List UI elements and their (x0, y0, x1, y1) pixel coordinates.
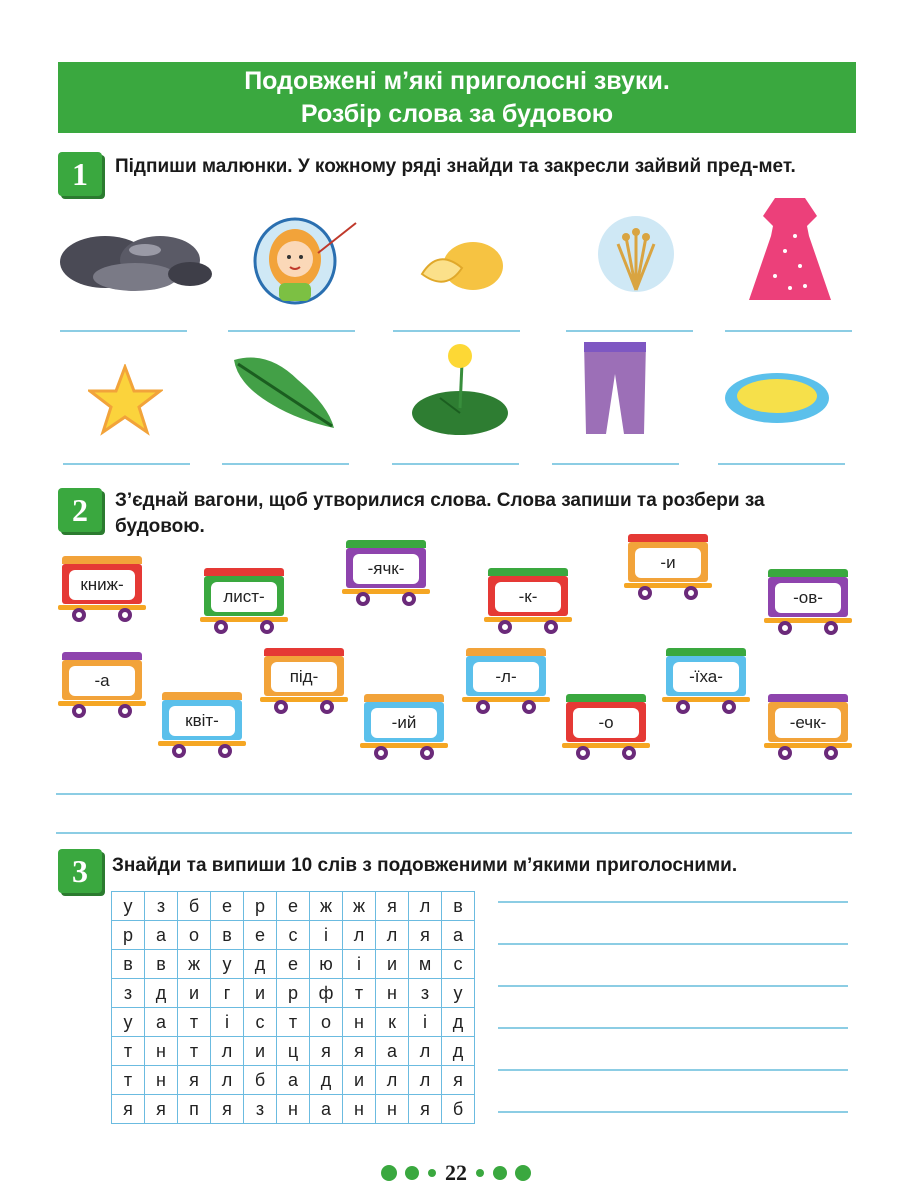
answer-line[interactable] (566, 330, 693, 332)
wagon[interactable] (62, 652, 142, 722)
wagon-wheel (260, 620, 274, 634)
grid-cell[interactable]: а (145, 921, 178, 950)
grid-cell[interactable]: я (343, 1037, 376, 1066)
grid-row (112, 1066, 475, 1095)
wagon-label: -ов- (775, 583, 841, 613)
grid-cell[interactable]: к (376, 1008, 409, 1037)
wagon-label: -а (69, 666, 135, 696)
grid-cell[interactable]: я (145, 1095, 178, 1124)
wagon-label: лист- (211, 582, 277, 612)
trousers-picture (580, 338, 650, 440)
wagon-wheel (638, 586, 652, 600)
wagon-base (562, 743, 650, 748)
wagon-label: -ячк- (353, 554, 419, 584)
answer-line[interactable] (498, 1027, 848, 1029)
grid-cell[interactable]: і (211, 1008, 244, 1037)
wagon-wheel (218, 744, 232, 758)
answer-line[interactable] (498, 1069, 848, 1071)
grid-cell[interactable]: е (277, 892, 310, 921)
decorative-dot (428, 1169, 436, 1177)
grid-cell[interactable]: ж (178, 950, 211, 979)
grid-row (112, 892, 475, 921)
grid-cell[interactable]: у (211, 950, 244, 979)
answer-line[interactable] (392, 463, 519, 465)
wagon-base (484, 617, 572, 622)
task-3-instruction: Знайди та випиши 10 слів з подовженими м’якими приголосними. (112, 855, 738, 876)
grid-cell[interactable]: н (277, 1095, 310, 1124)
grid-cell[interactable]: л (409, 892, 442, 921)
grid-cell[interactable]: и (178, 979, 211, 1008)
wagon-roof (466, 648, 546, 656)
wagon-wheel (320, 700, 334, 714)
grid-cell[interactable]: и (376, 950, 409, 979)
grid-cell[interactable]: н (376, 1095, 409, 1124)
answer-line[interactable] (228, 330, 355, 332)
wagon-wheel (72, 704, 86, 718)
grid-cell[interactable]: л (376, 1066, 409, 1095)
grid-cell[interactable]: е (244, 921, 277, 950)
wagon-wheel (374, 746, 388, 760)
grid-cell[interactable]: в (211, 921, 244, 950)
task-2-number-badge: 2 (58, 488, 102, 532)
wagon-roof (768, 569, 848, 577)
grid-cell[interactable]: а (376, 1037, 409, 1066)
wagon-roof (666, 648, 746, 656)
grid-cell[interactable]: т (112, 1037, 145, 1066)
grid-cell[interactable]: п (178, 1095, 211, 1124)
grid-cell[interactable]: я (211, 1095, 244, 1124)
grid-cell[interactable]: я (409, 1095, 442, 1124)
wagon-roof (62, 556, 142, 564)
star-picture (88, 364, 163, 436)
grid-cell[interactable]: у (112, 892, 145, 921)
plate-picture (722, 370, 832, 426)
wagon[interactable] (204, 568, 284, 638)
grid-cell[interactable]: я (112, 1095, 145, 1124)
grid-cell[interactable]: з (112, 979, 145, 1008)
grid-cell[interactable]: д (145, 979, 178, 1008)
task-1-instruction: Підпиши малюнки. У кожному ряді знайди та закресли зайвий пред-мет. (115, 156, 796, 177)
wagon-roof (346, 540, 426, 548)
grid-cell[interactable]: я (376, 892, 409, 921)
answer-line[interactable] (63, 463, 190, 465)
wagon-label: квіт- (169, 706, 235, 736)
melon-picture (418, 238, 506, 296)
answer-line[interactable] (498, 985, 848, 987)
grid-cell[interactable]: з (244, 1095, 277, 1124)
wagon-wheel (824, 746, 838, 760)
decorative-dot (405, 1166, 419, 1180)
grid-row (112, 1037, 475, 1066)
wagon[interactable] (488, 568, 568, 638)
wagon-label: -їха- (673, 662, 739, 692)
wagon-base (764, 743, 852, 748)
wheat-picture (596, 212, 676, 297)
grid-cell[interactable]: в (442, 892, 475, 921)
grid-cell[interactable]: с (244, 1008, 277, 1037)
title-line-1: Подовжені м’які приголосні звуки. (244, 67, 670, 95)
wagon-wheel (476, 700, 490, 714)
grid-cell[interactable]: и (343, 1066, 376, 1095)
grid-cell[interactable]: л (409, 1037, 442, 1066)
decorative-dot (381, 1165, 397, 1181)
wagon-wheel (214, 620, 228, 634)
wagon-wheel (684, 586, 698, 600)
wagon-wheel (172, 744, 186, 758)
wagon-label: книж- (69, 570, 135, 600)
wagon-wheel (118, 608, 132, 622)
wagon-roof (768, 694, 848, 702)
girl-with-braid-picture (252, 215, 362, 307)
grid-cell[interactable]: и (244, 979, 277, 1008)
grid-cell[interactable]: т (178, 1037, 211, 1066)
grid-cell[interactable]: р (244, 892, 277, 921)
wagon-base (58, 605, 146, 610)
grid-cell[interactable]: н (145, 1037, 178, 1066)
grid-cell[interactable]: н (145, 1066, 178, 1095)
grid-cell[interactable]: а (310, 1095, 343, 1124)
wagon-roof (488, 568, 568, 576)
grid-cell[interactable]: ж (343, 892, 376, 921)
grid-cell[interactable]: і (343, 950, 376, 979)
answer-line[interactable] (393, 330, 520, 332)
wagon-wheel (522, 700, 536, 714)
page-number-footer (0, 1160, 912, 1186)
wagon-base (200, 617, 288, 622)
wagon-wheel (778, 746, 792, 760)
grid-cell[interactable]: я (310, 1037, 343, 1066)
wagon-base (624, 583, 712, 588)
wagon-base (662, 697, 750, 702)
grid-cell[interactable]: б (442, 1095, 475, 1124)
wagon-base (342, 589, 430, 594)
answer-line[interactable] (498, 901, 848, 903)
wagon[interactable] (566, 694, 646, 764)
grid-cell[interactable]: т (112, 1066, 145, 1095)
grid-row (112, 1095, 475, 1124)
wagon-base (462, 697, 550, 702)
wagon-label: -ий (371, 708, 437, 738)
wagon[interactable] (628, 534, 708, 604)
wagon-wheel (420, 746, 434, 760)
wagon-base (58, 701, 146, 706)
rocks-picture (55, 222, 215, 292)
grid-cell[interactable]: в (145, 950, 178, 979)
grid-cell[interactable]: с (277, 921, 310, 950)
grid-cell[interactable]: б (244, 1066, 277, 1095)
wagon-wheel (722, 700, 736, 714)
grid-cell[interactable]: а (442, 921, 475, 950)
answer-line[interactable] (56, 832, 852, 834)
wagon-roof (162, 692, 242, 700)
wagon[interactable] (62, 556, 142, 626)
grid-cell[interactable]: т (277, 1008, 310, 1037)
grid-cell[interactable]: р (112, 921, 145, 950)
wagon-wheel (498, 620, 512, 634)
grid-row (112, 921, 475, 950)
leaf-picture (228, 350, 340, 432)
answer-line[interactable] (60, 330, 187, 332)
grid-cell[interactable]: я (442, 1066, 475, 1095)
wagon-wheel (544, 620, 558, 634)
grid-cell[interactable]: р (277, 979, 310, 1008)
task-1-number-badge: 1 (58, 152, 102, 196)
answer-line[interactable] (222, 463, 349, 465)
wagon-wheel (118, 704, 132, 718)
grid-cell[interactable]: о (178, 921, 211, 950)
wagon[interactable] (364, 694, 444, 764)
grid-cell[interactable]: о (310, 1008, 343, 1037)
wagon-base (764, 618, 852, 623)
page-number: 22 (445, 1160, 467, 1185)
answer-line[interactable] (498, 943, 848, 945)
grid-cell[interactable]: н (376, 979, 409, 1008)
grid-cell[interactable]: н (343, 1008, 376, 1037)
task-3-number-badge: 3 (58, 849, 102, 893)
grid-cell[interactable]: с (442, 950, 475, 979)
grid-cell[interactable]: т (343, 979, 376, 1008)
wagon[interactable] (666, 648, 746, 718)
wagon[interactable] (162, 692, 242, 762)
grid-cell[interactable]: а (277, 1066, 310, 1095)
wagon[interactable] (346, 540, 426, 610)
grid-row (112, 979, 475, 1008)
wagon-roof (364, 694, 444, 702)
wagon-roof (264, 648, 344, 656)
wagon-wheel (622, 746, 636, 760)
grid-cell[interactable]: а (145, 1008, 178, 1037)
grid-cell[interactable]: г (211, 979, 244, 1008)
wagon-label: під- (271, 662, 337, 692)
grid-cell[interactable]: ж (310, 892, 343, 921)
water-lily-picture (410, 338, 512, 438)
wagon[interactable] (768, 569, 848, 639)
grid-cell[interactable]: д (442, 1037, 475, 1066)
grid-cell[interactable]: е (211, 892, 244, 921)
wagon-wheel (274, 700, 288, 714)
wagon[interactable] (264, 648, 344, 718)
grid-cell[interactable]: я (409, 921, 442, 950)
grid-cell[interactable]: б (178, 892, 211, 921)
answer-line[interactable] (725, 330, 852, 332)
decorative-dot (476, 1169, 484, 1177)
grid-cell[interactable]: у (112, 1008, 145, 1037)
task-2-instruction: З’єднай вагони, щоб утворилися слова. Слова запиши та розбери за будовою. (115, 490, 765, 537)
grid-cell[interactable]: ц (277, 1037, 310, 1066)
wagon-wheel (72, 608, 86, 622)
grid-cell[interactable]: ф (310, 979, 343, 1008)
grid-cell[interactable]: л (211, 1037, 244, 1066)
grid-cell[interactable]: е (277, 950, 310, 979)
wagon-base (260, 697, 348, 702)
answer-line[interactable] (718, 463, 845, 465)
wagon-label: -к- (495, 582, 561, 612)
grid-cell[interactable]: д (442, 1008, 475, 1037)
answer-line[interactable] (498, 1111, 848, 1113)
wagon[interactable] (768, 694, 848, 764)
answer-line[interactable] (56, 793, 852, 795)
grid-cell[interactable]: т (178, 1008, 211, 1037)
wagon-label: -ечк- (775, 708, 841, 738)
page-title-banner (58, 62, 856, 133)
wagon-label: -о (573, 708, 639, 738)
grid-cell[interactable]: з (145, 892, 178, 921)
letter-grid (111, 891, 475, 1124)
wagon[interactable] (466, 648, 546, 718)
grid-cell[interactable]: з (409, 979, 442, 1008)
dress-picture (745, 196, 835, 308)
grid-cell[interactable]: л (409, 1066, 442, 1095)
grid-cell[interactable]: у (442, 979, 475, 1008)
title-line-2: Розбір слова за будовою (300, 100, 614, 128)
wagon-base (158, 741, 246, 746)
grid-cell[interactable]: н (343, 1095, 376, 1124)
grid-cell[interactable]: л (376, 921, 409, 950)
grid-cell[interactable]: в (112, 950, 145, 979)
grid-cell[interactable]: л (211, 1066, 244, 1095)
decorative-dot (515, 1165, 531, 1181)
wagon-label: -и (635, 548, 701, 578)
wagon-roof (62, 652, 142, 660)
answer-line[interactable] (552, 463, 679, 465)
grid-cell[interactable]: м (409, 950, 442, 979)
wagon-wheel (676, 700, 690, 714)
wagon-label: -л- (473, 662, 539, 692)
wagon-roof (204, 568, 284, 576)
grid-cell[interactable]: ю (310, 950, 343, 979)
decorative-dot (493, 1166, 507, 1180)
wagon-wheel (576, 746, 590, 760)
grid-cell[interactable]: я (178, 1066, 211, 1095)
wagon-wheel (824, 621, 838, 635)
wagon-wheel (402, 592, 416, 606)
wagon-wheel (356, 592, 370, 606)
wagon-roof (566, 694, 646, 702)
grid-cell[interactable]: і (409, 1008, 442, 1037)
grid-cell[interactable]: л (343, 921, 376, 950)
grid-cell[interactable]: і (310, 921, 343, 950)
grid-row (112, 950, 475, 979)
grid-cell[interactable]: и (244, 1037, 277, 1066)
grid-cell[interactable]: д (244, 950, 277, 979)
wagon-roof (628, 534, 708, 542)
grid-row (112, 1008, 475, 1037)
wagon-base (360, 743, 448, 748)
grid-cell[interactable]: д (310, 1066, 343, 1095)
wagon-wheel (778, 621, 792, 635)
